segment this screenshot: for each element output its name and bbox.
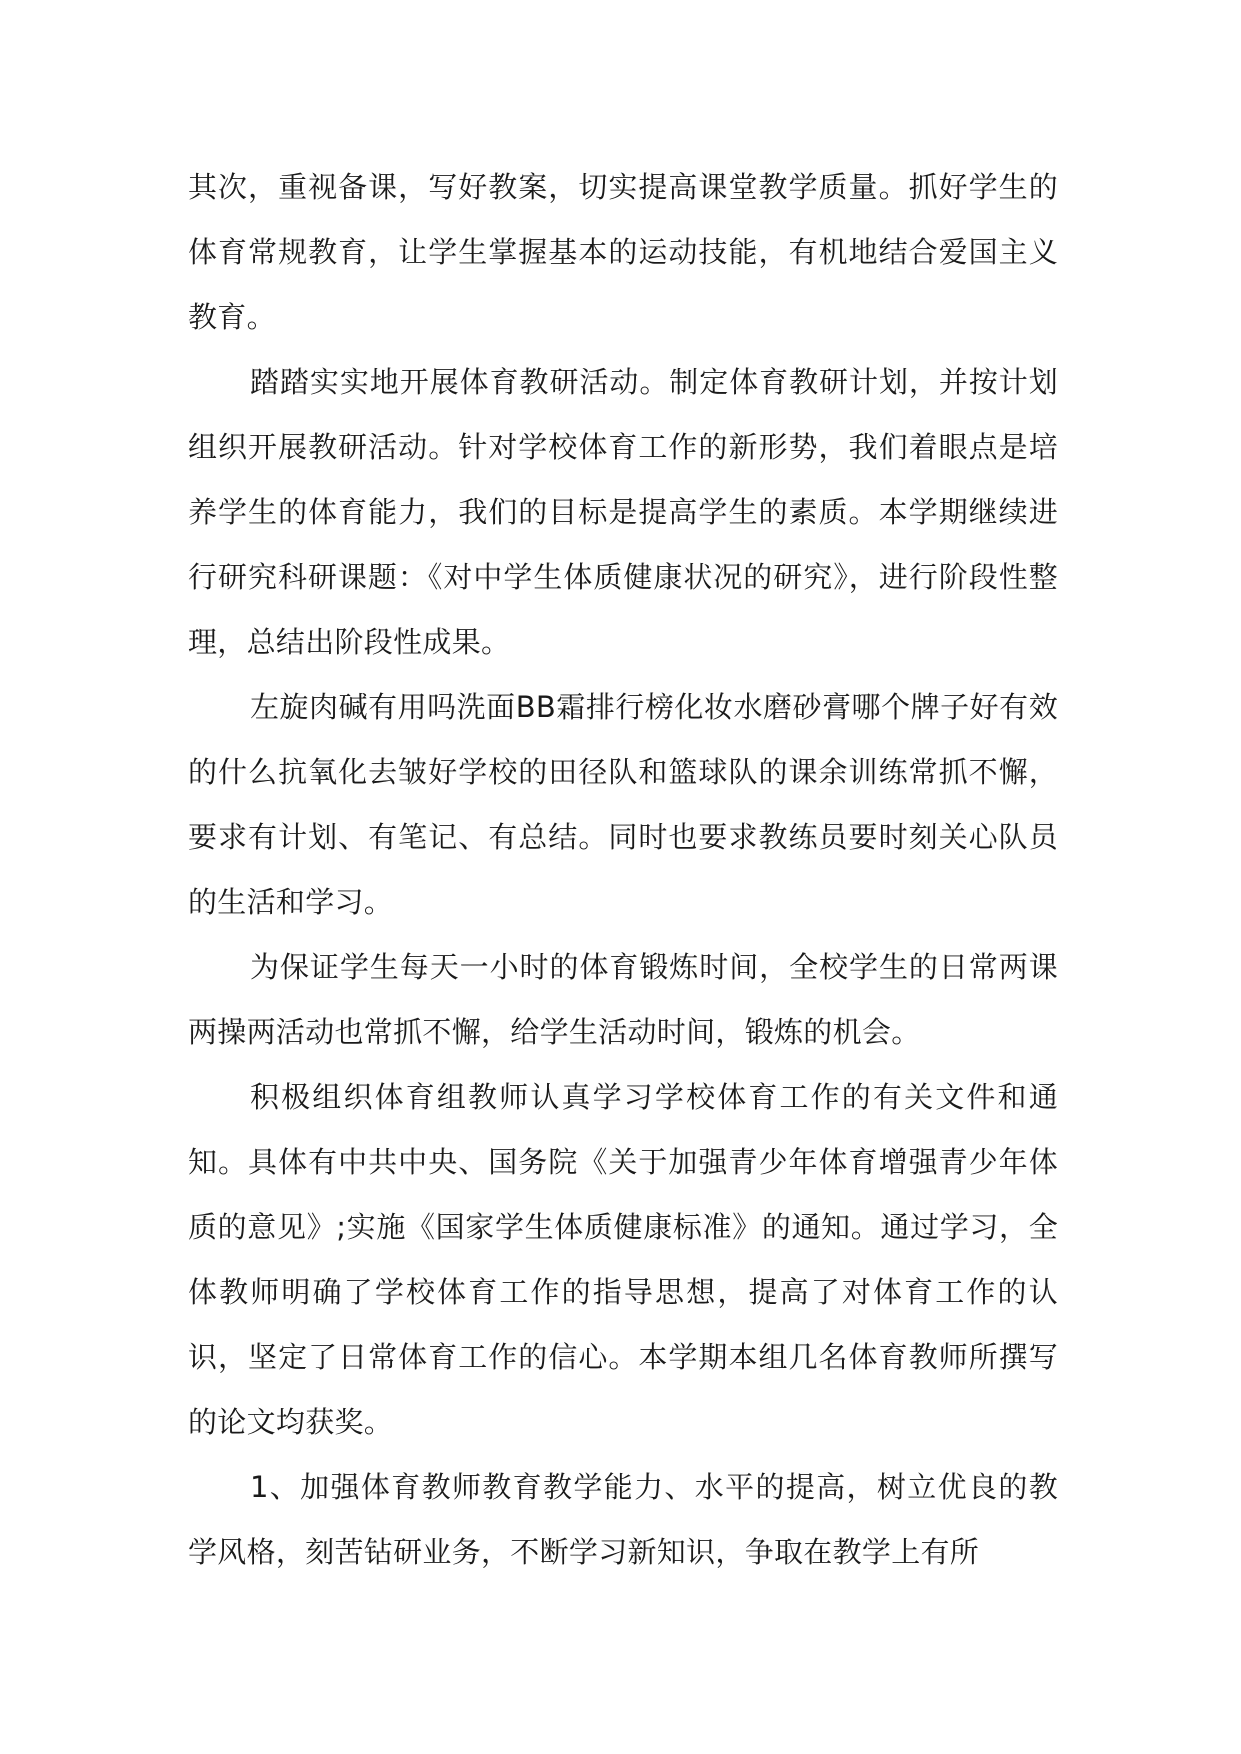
paragraph: 其次，重视备课，写好教案，切实提高课堂教学质量。抓好学生的体育常规教育，让学生掌握基本的运动技能，有机地结合爱国主义教育。 <box>188 170 1058 334</box>
paragraph: 踏踏实实地开展体育教研活动。制定体育教研计划，并按计划组织开展教研活动。针对学校体育工作的新形势，我们着眼点是培养学生的体育能力，我们的目标是提高学生的素质。本学期继续进行研究科研课题：《对中学生体质健康状况的研究》，进行阶段性整理，总结出阶段性成果。 <box>188 365 1058 659</box>
paragraph: 1、加强体育教师教育教学能力、水平的提高，树立优良的教学风格，刻苦钻研业务，不断学习新知识，争取在教学上有所 <box>188 1470 1058 1569</box>
paragraph: 积极组织体育组教师认真学习学校体育工作的有关文件和通知。具体有中共中央、国务院《关于加强青少年体育增强青少年体质的意见》;实施《国家学生体质健康标准》的通知。通过学习，全体教师明确了学校体育工作的指导思想，提高了对体育工作的认识，坚定了日常体育工作的信心。本学期本组几名体育教师所撰写的论文均获奖。 <box>188 1080 1058 1439</box>
paragraph: 为保证学生每天一小时的体育锻炼时间，全校学生的日常两课两操两活动也常抓不懈，给学生活动时间，锻炼的机会。 <box>188 950 1058 1049</box>
paragraph: 左旋肉碱有用吗洗面BB霜排行榜化妆水磨砂膏哪个牌子好有效的什么抗氧化去皱好学校的田径队和篮球队的课余训练常抓不懈，要求有计划、有笔记、有总结。同时也要求教练员要时刻关心队员的生活和学习。 <box>188 690 1058 919</box>
document-body <box>188 155 1058 1585</box>
